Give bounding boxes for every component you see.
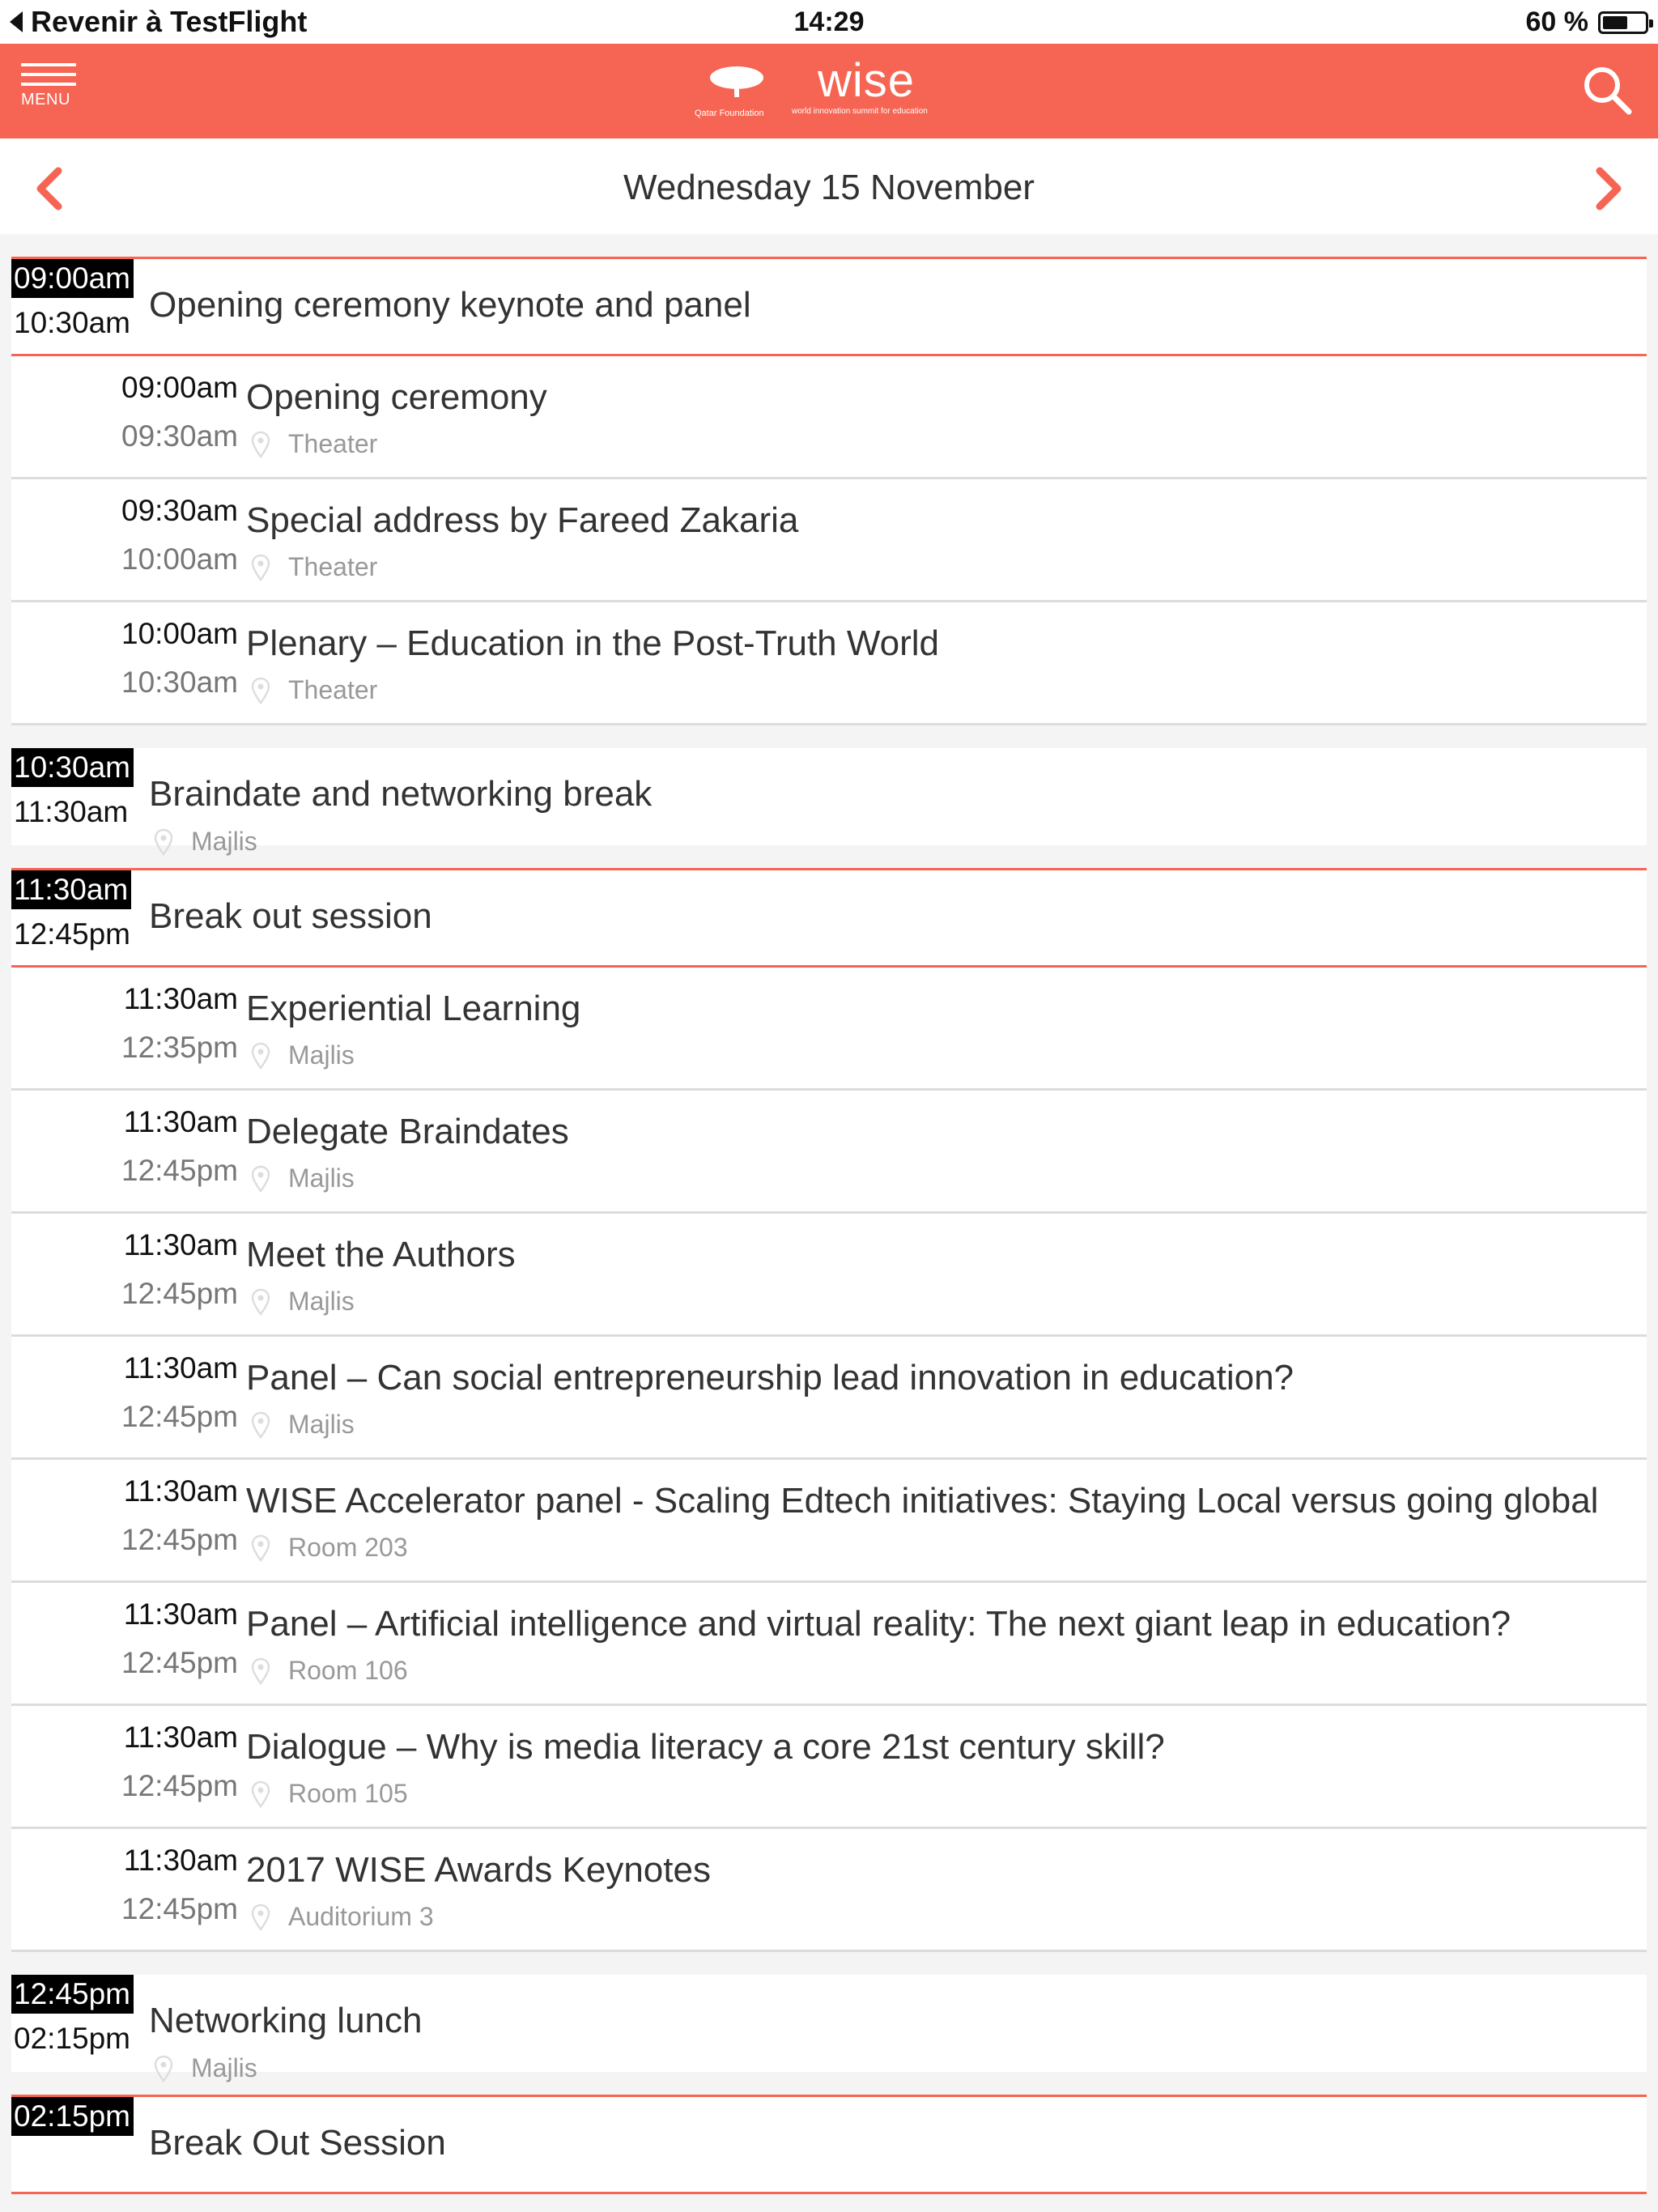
wise-logo[interactable] bbox=[688, 52, 971, 133]
schedule-list bbox=[11, 234, 1647, 2194]
session-row[interactable] bbox=[11, 602, 1647, 725]
group-title: Braindate and networking break bbox=[149, 774, 653, 814]
session-start-time: 11:30am bbox=[123, 1351, 238, 1385]
session-location bbox=[251, 1287, 355, 1317]
session-end-time: 12:45pm bbox=[121, 1400, 238, 1433]
session-title: Delegate Braindates bbox=[246, 1112, 569, 1151]
schedule-group bbox=[11, 257, 1647, 725]
schedule-group bbox=[11, 2095, 1647, 2194]
session-start-time: 09:00am bbox=[121, 371, 238, 404]
session-location bbox=[251, 1656, 408, 1686]
session-start-time: 11:30am bbox=[123, 1474, 238, 1508]
session-location-label: Theater bbox=[288, 429, 378, 458]
group-time bbox=[11, 870, 133, 951]
session-title: Dialogue – Why is media literacy a core 21st century skill? bbox=[246, 1727, 1165, 1767]
session-time bbox=[68, 1474, 238, 1557]
battery-status bbox=[1526, 6, 1649, 38]
group-time bbox=[11, 259, 133, 340]
group-location-label: Majlis bbox=[191, 827, 257, 856]
session-title: Special address by Fareed Zakaria bbox=[246, 500, 799, 540]
session-location-label: Room 105 bbox=[288, 1779, 408, 1808]
group-start-time: 11:30am bbox=[11, 870, 131, 909]
qatar-foundation-logo bbox=[688, 52, 781, 129]
battery-tip bbox=[1649, 19, 1653, 28]
battery-text: 60 % bbox=[1525, 6, 1588, 37]
group-header[interactable] bbox=[11, 870, 1647, 968]
session-start-time: 11:30am bbox=[123, 982, 238, 1015]
session-location bbox=[251, 1779, 408, 1809]
session-location-label: Majlis bbox=[288, 1163, 355, 1193]
session-title: WISE Accelerator panel - Scaling Edtech initiatives: Staying Local versus going global bbox=[246, 1481, 1599, 1521]
nav-bar bbox=[0, 44, 1658, 138]
battery-icon bbox=[1598, 11, 1648, 34]
location-pin-icon bbox=[251, 1657, 270, 1685]
session-end-time: 12:45pm bbox=[121, 1523, 238, 1556]
session-title: Experiential Learning bbox=[246, 989, 581, 1028]
location-pin-icon bbox=[251, 1780, 270, 1808]
group-start-time: 02:15pm bbox=[11, 2097, 134, 2136]
session-end-time: 10:30am bbox=[121, 666, 238, 699]
group-title: Break Out Session bbox=[149, 2123, 446, 2163]
session-end-time: 12:45pm bbox=[121, 1277, 238, 1310]
session-location bbox=[251, 1533, 408, 1563]
menu-icon-bar bbox=[21, 63, 76, 66]
session-row[interactable] bbox=[11, 1460, 1647, 1583]
session-title: Opening ceremony bbox=[246, 377, 547, 417]
session-start-time: 09:30am bbox=[121, 494, 238, 527]
session-location-label: Majlis bbox=[288, 1410, 355, 1439]
session-row[interactable] bbox=[11, 968, 1647, 1091]
menu-label: MENU bbox=[21, 91, 70, 108]
back-label: Revenir à TestFlight bbox=[31, 5, 308, 38]
session-end-time: 12:45pm bbox=[121, 1769, 238, 1802]
group-start-time: 12:45pm bbox=[11, 1975, 134, 2014]
group-header[interactable] bbox=[11, 1975, 1647, 2082]
session-row[interactable] bbox=[11, 1706, 1647, 1829]
location-pin-icon bbox=[251, 1288, 270, 1316]
session-time bbox=[68, 494, 238, 576]
group-location bbox=[154, 2053, 257, 2083]
session-title: Plenary – Education in the Post-Truth World bbox=[246, 623, 939, 663]
date-bar bbox=[0, 138, 1658, 234]
session-location-label: Majlis bbox=[288, 1287, 355, 1316]
logo-partner-text: Qatar Foundation bbox=[695, 108, 764, 118]
group-title: Opening ceremony keynote and panel bbox=[149, 285, 751, 325]
location-pin-icon bbox=[251, 1165, 270, 1193]
group-time bbox=[11, 748, 133, 829]
group-time bbox=[11, 2097, 133, 2136]
session-row[interactable] bbox=[11, 1583, 1647, 1706]
session-location bbox=[251, 552, 377, 582]
session-end-time: 12:45pm bbox=[121, 1154, 238, 1187]
session-location bbox=[251, 1040, 355, 1070]
session-list bbox=[11, 356, 1647, 725]
session-row[interactable] bbox=[11, 1829, 1647, 1952]
session-end-time: 12:35pm bbox=[121, 1031, 238, 1064]
status-time: 14:29 bbox=[793, 6, 865, 37]
group-time bbox=[11, 1975, 133, 2056]
session-location-label: Auditorium 3 bbox=[288, 1902, 434, 1931]
group-title: Networking lunch bbox=[149, 2001, 423, 2040]
session-time bbox=[68, 1597, 238, 1680]
session-time bbox=[68, 371, 238, 453]
status-bar bbox=[0, 0, 1658, 44]
menu-icon-bar bbox=[21, 73, 76, 76]
session-location bbox=[251, 675, 377, 705]
session-start-time: 11:30am bbox=[123, 1597, 238, 1631]
session-title: Panel – Artificial intelligence and virtual reality: The next giant leap in education? bbox=[246, 1604, 1511, 1644]
session-time bbox=[68, 1351, 238, 1434]
location-pin-icon bbox=[251, 554, 270, 581]
schedule-group bbox=[11, 748, 1647, 856]
group-header[interactable] bbox=[11, 748, 1647, 856]
group-title: Break out session bbox=[149, 896, 432, 936]
group-end-time: 10:30am bbox=[14, 306, 130, 339]
session-end-time: 12:45pm bbox=[121, 1646, 238, 1679]
session-location-label: Theater bbox=[288, 552, 378, 581]
battery-fill bbox=[1603, 16, 1627, 29]
location-pin-icon bbox=[154, 2055, 173, 2082]
group-location bbox=[154, 827, 257, 857]
session-time bbox=[68, 982, 238, 1065]
session-start-time: 11:30am bbox=[123, 1105, 238, 1138]
session-row[interactable] bbox=[11, 479, 1647, 602]
session-row[interactable] bbox=[11, 1091, 1647, 1214]
selected-date: Wednesday 15 November bbox=[623, 168, 1035, 207]
session-end-time: 09:30am bbox=[121, 419, 238, 453]
location-pin-icon bbox=[251, 1042, 270, 1070]
session-start-time: 11:30am bbox=[123, 1228, 238, 1261]
location-pin-icon bbox=[154, 828, 173, 856]
session-time bbox=[68, 1844, 238, 1926]
group-end-time: 11:30am bbox=[14, 795, 129, 828]
session-time bbox=[68, 617, 238, 700]
session-title: 2017 WISE Awards Keynotes bbox=[246, 1850, 711, 1890]
session-title: Panel – Can social entrepreneurship lead innovation in education? bbox=[246, 1358, 1295, 1397]
location-pin-icon bbox=[251, 1904, 270, 1931]
group-end-time: 02:15pm bbox=[14, 2022, 130, 2055]
session-list bbox=[11, 968, 1647, 1952]
tree-icon bbox=[708, 65, 765, 97]
session-time bbox=[68, 1721, 238, 1803]
session-start-time: 10:00am bbox=[121, 617, 238, 650]
schedule-group bbox=[11, 1975, 1647, 2082]
session-location bbox=[251, 1163, 355, 1193]
group-end-time: 12:45pm bbox=[14, 917, 130, 951]
search-icon[interactable] bbox=[1580, 63, 1634, 117]
session-end-time: 10:00am bbox=[121, 542, 238, 576]
session-location-label: Room 203 bbox=[288, 1533, 408, 1562]
session-row[interactable] bbox=[11, 1337, 1647, 1460]
group-start-time: 10:30am bbox=[11, 748, 134, 787]
location-pin-icon bbox=[251, 431, 270, 458]
menu-icon-bar bbox=[21, 83, 76, 86]
session-title: Meet the Authors bbox=[246, 1235, 516, 1274]
session-location-label: Room 106 bbox=[288, 1656, 408, 1685]
menu-button[interactable] bbox=[21, 63, 76, 120]
session-end-time: 12:45pm bbox=[121, 1892, 238, 1925]
location-pin-icon bbox=[251, 1411, 270, 1439]
group-header[interactable] bbox=[11, 259, 1647, 356]
logo-brand-text: wise bbox=[818, 54, 916, 107]
session-time bbox=[68, 1105, 238, 1188]
logo-tagline: world innovation summit for education bbox=[792, 107, 928, 116]
session-location-label: Majlis bbox=[288, 1040, 355, 1070]
session-row[interactable] bbox=[11, 1214, 1647, 1337]
group-header[interactable] bbox=[11, 2097, 1647, 2194]
group-start-time: 09:00am bbox=[11, 259, 134, 298]
session-start-time: 11:30am bbox=[123, 1721, 238, 1754]
session-location-label: Theater bbox=[288, 675, 378, 704]
session-row[interactable] bbox=[11, 356, 1647, 479]
schedule-group bbox=[11, 868, 1647, 1952]
next-day-icon[interactable] bbox=[1587, 164, 1630, 213]
session-location bbox=[251, 1902, 434, 1932]
session-location bbox=[251, 1410, 355, 1440]
session-time bbox=[68, 1228, 238, 1311]
session-start-time: 11:30am bbox=[123, 1844, 238, 1877]
location-pin-icon bbox=[251, 1534, 270, 1562]
session-location bbox=[251, 429, 377, 459]
group-location-label: Majlis bbox=[191, 2053, 257, 2082]
location-pin-icon bbox=[251, 677, 270, 704]
